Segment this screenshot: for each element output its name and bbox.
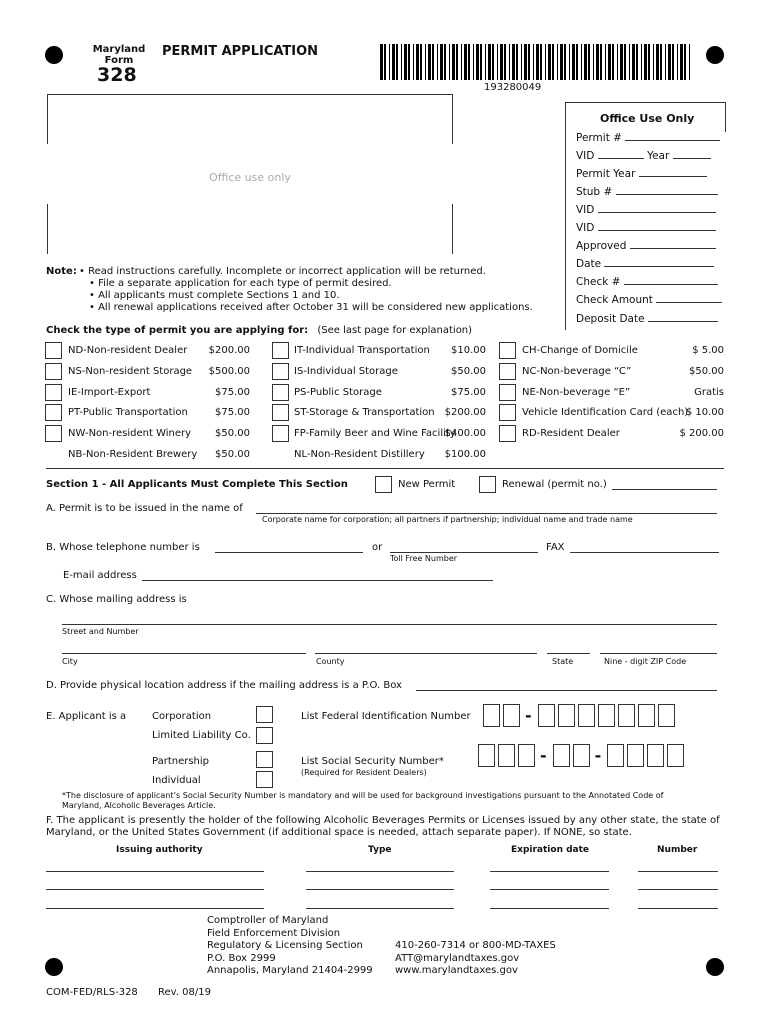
street-hint: Street and Number xyxy=(62,627,139,636)
permit-type-heading: Check the type of permit you are applying for: (See last page for explanation) xyxy=(46,325,473,336)
license-entry-field[interactable] xyxy=(490,871,609,872)
barcode-bar xyxy=(564,44,566,80)
barcode-bar xyxy=(545,44,546,80)
barcode-bar xyxy=(560,44,563,80)
barcode-bar xyxy=(512,44,515,80)
barcode-bar xyxy=(456,44,458,80)
permit-checkbox[interactable] xyxy=(272,384,289,401)
permit-name: NW-Non-resident Winery xyxy=(68,428,192,440)
license-entry-field[interactable] xyxy=(638,908,718,909)
revision: Rev. 08/19 xyxy=(158,987,211,998)
office-use-box-label: Office use only xyxy=(209,171,291,184)
barcode-bar xyxy=(521,44,522,80)
permit-checkbox[interactable] xyxy=(45,342,62,359)
barcode-bar xyxy=(425,44,426,80)
barcode-bar xyxy=(605,44,606,80)
barcode-bar xyxy=(384,44,386,80)
fax-field[interactable] xyxy=(570,552,719,553)
field-a-label: A. Permit is to be issued in the name of xyxy=(46,503,243,514)
renewal-label: Renewal (permit no.) xyxy=(502,479,607,490)
barcode-bar xyxy=(404,44,407,80)
street-field[interactable] xyxy=(62,624,717,625)
permit-fee: $75.00 xyxy=(215,407,250,419)
license-entry-field[interactable] xyxy=(306,889,454,890)
barcode-bar xyxy=(596,44,599,80)
ou-vid-2: VID xyxy=(576,203,716,216)
county-field[interactable] xyxy=(315,653,537,654)
note-label: Note xyxy=(46,266,73,277)
barcode-bar xyxy=(576,44,578,80)
fax-label: FAX xyxy=(546,542,565,553)
barcode xyxy=(380,44,692,82)
permit-fee: $50.00 xyxy=(451,365,486,377)
barcode-number: 193280049 xyxy=(484,82,542,93)
new-permit-label: New Permit xyxy=(398,479,456,490)
physical-address-field[interactable] xyxy=(416,690,717,691)
col-expiration-date: Expiration date xyxy=(511,845,590,855)
barcode-bar xyxy=(432,44,434,80)
barcode-bar xyxy=(533,44,534,80)
barcode-bar xyxy=(536,44,539,80)
ou-deposit-date: Deposit Date xyxy=(576,312,718,325)
barcode-bar xyxy=(608,44,611,80)
barcode-bar xyxy=(584,44,587,80)
barcode-bar xyxy=(600,44,602,80)
permit-checkbox[interactable] xyxy=(499,363,516,380)
barcode-bar xyxy=(392,44,395,80)
barcode-bar xyxy=(464,44,467,80)
individual-label: Individual xyxy=(152,775,201,786)
note-item: • File a separate application for each type of permit desired. xyxy=(89,278,392,289)
field-d-label: D. Provide physical location address if the mailing address is a P.O. Box xyxy=(46,680,402,691)
section1-title: Section 1 - All Applicants Must Complete This Section xyxy=(46,479,348,490)
ou-check: Check # xyxy=(576,275,718,288)
permit-name: IS-Individual Storage xyxy=(294,365,398,377)
barcode-bar xyxy=(500,44,503,80)
note-item: • Read instructions carefully. Incomplete or incorrect application will be returned. xyxy=(79,266,486,277)
ssn-field[interactable]: - - xyxy=(478,744,687,767)
permit-checkbox[interactable] xyxy=(45,363,62,380)
permit-name: PT-Public Transportation xyxy=(68,407,188,419)
barcode-bar xyxy=(449,44,450,80)
state-field[interactable] xyxy=(547,653,590,654)
ssn-disclosure: *The disclosure of applicant’s Social Security Number is mandatory and will be used for background investigations pursuant to the Annotated Code of Maryland, Alcoholic Beverages Article. xyxy=(62,791,664,810)
permit-name: NE-Non-beverage “E” xyxy=(522,386,631,398)
permit-name: RD-Resident Dealer xyxy=(522,428,620,440)
ou-date: Date xyxy=(576,257,714,270)
barcode-bar xyxy=(629,44,630,80)
permit-fee: $50.00 xyxy=(689,365,724,377)
barcode-bar xyxy=(617,44,618,80)
ou-approved: Approved xyxy=(576,239,716,252)
corporation-checkbox[interactable] xyxy=(256,706,273,723)
zip-hint: Nine - digit ZIP Code xyxy=(604,657,687,666)
permit-name: ST-Storage & Transportation xyxy=(294,407,435,419)
permit-checkbox[interactable] xyxy=(272,342,289,359)
barcode-bar xyxy=(408,44,410,80)
permit-name: NS-Non-resident Storage xyxy=(68,365,193,377)
permit-checkbox[interactable] xyxy=(499,384,516,401)
or-label: or xyxy=(372,542,383,553)
permit-checkbox[interactable] xyxy=(272,425,289,442)
barcode-bar xyxy=(677,44,678,80)
partnership-label: Partnership xyxy=(152,756,210,767)
note-item: • All renewal applications received after October 31 will be considered new applications. xyxy=(89,302,533,313)
license-entry-field[interactable] xyxy=(638,871,718,872)
email-field[interactable] xyxy=(142,580,493,581)
license-entry-field[interactable] xyxy=(638,889,718,890)
barcode-bar xyxy=(636,44,638,80)
ou-check-amount: Check Amount xyxy=(576,293,722,306)
barcode-bar xyxy=(672,44,674,80)
permit-name: ND-Non-resident Dealer xyxy=(68,345,188,356)
barcode-bar xyxy=(581,44,582,80)
permit-fee: $50.00 xyxy=(215,449,250,460)
city-hint: City xyxy=(62,657,78,666)
office-use-title: Office Use Only xyxy=(600,112,695,125)
registration-mark xyxy=(45,958,63,976)
license-entry-field[interactable] xyxy=(46,908,264,909)
ou-permit: Permit # xyxy=(576,131,720,144)
barcode-bar xyxy=(504,44,506,80)
barcode-bar xyxy=(524,44,527,80)
ssn-label: List Social Security Number* xyxy=(301,756,444,767)
license-entry-field[interactable] xyxy=(490,889,609,890)
barcode-bar xyxy=(488,44,491,80)
permit-checkbox[interactable] xyxy=(272,363,289,380)
fein-label: List Federal Identification Number xyxy=(301,711,471,722)
col-issuing-authority: Issuing authority xyxy=(116,845,203,855)
permit-fee: $500.00 xyxy=(208,365,250,377)
state-hint: State xyxy=(552,657,574,666)
partnership-checkbox[interactable] xyxy=(256,751,273,768)
permit-name-field[interactable] xyxy=(256,513,717,514)
renewal-checkbox[interactable] xyxy=(479,476,496,493)
barcode-bar xyxy=(485,44,486,80)
fein-field[interactable]: - xyxy=(483,704,678,727)
permit-name: CH-Change of Domicile xyxy=(522,345,638,356)
barcode-bar xyxy=(684,44,686,80)
barcode-bar xyxy=(401,44,402,80)
county-hint: County xyxy=(316,657,345,666)
email-label: E-mail address xyxy=(63,570,137,581)
permit-fee: $ 5.00 xyxy=(692,345,724,356)
tollfree-field[interactable] xyxy=(390,552,538,553)
permit-name: Vehicle Identification Card (each) xyxy=(522,407,689,419)
barcode-bar xyxy=(593,44,594,80)
ou-stub: Stub # xyxy=(576,185,718,198)
barcode-bar xyxy=(380,44,383,80)
permit-fee: $75.00 xyxy=(215,386,250,398)
barcode-bar xyxy=(689,44,690,80)
barcode-bar xyxy=(452,44,455,80)
barcode-bar xyxy=(653,44,654,80)
permit-name: NB-Non-Resident Brewery xyxy=(68,449,198,460)
permit-checkbox[interactable] xyxy=(45,425,62,442)
barcode-bar xyxy=(461,44,462,80)
permit-checkbox[interactable] xyxy=(499,342,516,359)
barcode-bar xyxy=(680,44,683,80)
barcode-bar xyxy=(612,44,614,80)
registration-mark xyxy=(45,46,63,64)
barcode-bar xyxy=(620,44,623,80)
permit-fee: $75.00 xyxy=(451,386,486,398)
registration-mark xyxy=(706,958,724,976)
license-entry-field[interactable] xyxy=(46,871,264,872)
permit-name: FP-Family Beer and Wine Facility xyxy=(294,428,456,440)
office-use-box xyxy=(47,94,453,254)
barcode-bar xyxy=(480,44,482,80)
permit-checkbox[interactable] xyxy=(45,404,62,421)
llc-label: Limited Liability Co. xyxy=(152,730,251,741)
ou-vid-3: VID xyxy=(576,221,716,234)
permit-checkbox[interactable] xyxy=(272,404,289,421)
barcode-bar xyxy=(468,44,470,80)
barcode-bar xyxy=(668,44,671,80)
barcode-bar xyxy=(569,44,570,80)
permit-fee: $ 10.00 xyxy=(685,407,724,419)
permit-fee: $ 200.00 xyxy=(679,428,724,440)
barcode-bar xyxy=(389,44,390,80)
barcode-bar xyxy=(624,44,626,80)
permit-name: IE-Import-Export xyxy=(68,386,151,398)
page-title: PERMIT APPLICATION xyxy=(162,44,319,59)
tollfree-hint: Toll Free Number xyxy=(390,554,458,563)
form-code: COM-FED/RLS-328 xyxy=(46,987,138,998)
barcode-bar xyxy=(444,44,446,80)
barcode-bar xyxy=(648,44,650,80)
barcode-bar xyxy=(540,44,542,80)
permit-checkbox[interactable] xyxy=(499,425,516,442)
license-entry-field[interactable] xyxy=(46,889,264,890)
note-list xyxy=(79,266,559,314)
city-field[interactable] xyxy=(62,653,306,654)
barcode-bar xyxy=(660,44,662,80)
mailing-address: Comptroller of Maryland Field Enforcement Division Regulatory & Licensing Section P.O. Box 2999 Annapolis, Maryland 21404-2999 xyxy=(207,915,373,977)
field-f-label: F. The applicant is presently the holder of the following Alcoholic Beverages Permits or Licenses issued by any other state, the state of Maryland, or the United States Government (if additional space is needed, attach separate paper). If NONE, so state. xyxy=(46,815,720,838)
barcode-bar xyxy=(440,44,443,80)
renewal-permit-no-field[interactable] xyxy=(612,489,717,490)
individual-checkbox[interactable] xyxy=(256,771,273,788)
col-type: Type xyxy=(368,845,392,855)
note-item: • All applicants must complete Sections 1 and 10. xyxy=(89,290,340,301)
permit-fee: $200.00 xyxy=(444,407,486,419)
barcode-bar xyxy=(437,44,438,80)
permit-name: PS-Public Storage xyxy=(294,386,382,398)
barcode-bar xyxy=(641,44,642,80)
ou-vid-year: VID Year xyxy=(576,149,711,162)
barcode-bar xyxy=(492,44,494,80)
col-number: Number xyxy=(657,845,698,855)
form-number: 328 xyxy=(97,64,137,86)
contact-info: 410-260-7314 or 800-MD-TAXES ATT@marylandtaxes.gov www.marylandtaxes.gov xyxy=(395,940,556,977)
barcode-bar xyxy=(548,44,551,80)
permit-name: NC-Non-beverage “C” xyxy=(522,365,632,377)
barcode-bar xyxy=(665,44,666,80)
barcode-bar xyxy=(552,44,554,80)
permit-checkbox[interactable] xyxy=(499,404,516,421)
permit-fee: $50.00 xyxy=(215,428,250,440)
new-permit-checkbox[interactable] xyxy=(375,476,392,493)
field-c-label: C. Whose mailing address is xyxy=(46,594,187,605)
barcode-bar xyxy=(572,44,575,80)
barcode-bar xyxy=(413,44,414,80)
registration-mark xyxy=(706,46,724,64)
zip-field[interactable] xyxy=(600,653,717,654)
barcode-bar xyxy=(644,44,647,80)
permit-fee: $100.00 xyxy=(444,449,486,460)
barcode-bar xyxy=(528,44,530,80)
permit-fee: $10.00 xyxy=(451,345,486,356)
permit-application-form: Maryland Form 328 PERMIT APPLICATION 193280049 Office use only Office Use Only Permit # VID Year Permit Year Stub # VID VID Approved Date Check # Check Amount Deposit Date Note: • Read instructions carefully. Incomplete or incorrect application will be returned. • File a separate application for each type of permit desired. • All applicants must complete Sections 1 and 10. • All renewal applications received after October 31 will be considered new applications. Check the type of permit you are applying for: (See last page for explanation) ND-Non-resident Dealer $200.00 NS-Non-resident Storage $500.00 IE-Import-Export $75.00 PT-Public Transportation $75.00 NW-Non-resident Winery $50.00 NB-Non-Resident Brewery $50.00 IT-Individual Transportation $10.00 IS-Individual Storage $50.00 PS-Public Storage $75.00 ST-Storage & Transportation $200.00 FP-Family Beer and Wine Facility $400.00 NL-Non-Resident Distillery $100.00 CH-Change of Domicile $ 5.00 NC-Non-beverage “C” $50.00 NE-Non-beverage “E” Gratis Vehicle Identification Card (each) $ 10.00 RD-Resident Dealer $ 200.00 Section 1 - All Applicants Must Complete This Section New Permit Renewal (permit no.) A. Permit is to be issued in the name of Corporate name for corporation; all partners if partnership; individual name and trade name B. Whose telephone number is or Toll Free Number FAX E-mail address C. Whose mailing address is Street and Number City County State Nine - digit ZIP Code D. Provide physical location address if the mailing address is a P.O. Box E. Applicant is a Corporation Limited Liability Co. Partnership Individual List Federal Identification Number - List Social Security Number* (Required for Resident Dealers) - - *The disclosure of applicant’s Social Security Number is mandatory and will be used for background investigations pursuant to the Annotated Code of Maryland, Alcoholic Beverages Article. F. The applicant is presently the holder of the following Alcoholic Beverages Permits or Licenses issued by any other state, the state of Maryland, or the United States Government (if additional space is needed, attach separate paper). If NONE, so state. Issuing authority Type Expiration date Number Comptroller of Maryland Field Enforcement Division Regulatory & Licensing Section P.O. Box 2999 Annapolis, Maryland 21404-2999 410-260-7314 or 800-MD-TAXES ATT@marylandtaxes.gov www.marylandtaxes.gov COM-FED/RLS-328 Rev. 08/19 xyxy=(0,0,770,1024)
field-b-label: B. Whose telephone number is xyxy=(46,542,200,553)
state-name: Maryland xyxy=(92,44,146,55)
form-word: Form xyxy=(104,55,134,66)
barcode-bar xyxy=(588,44,590,80)
ssn-hint: (Required for Resident Dealers) xyxy=(301,768,427,777)
corporation-label: Corporation xyxy=(152,711,212,722)
ou-permit-year: Permit Year xyxy=(576,167,707,180)
barcode-bar xyxy=(473,44,474,80)
barcode-bar xyxy=(476,44,479,80)
permit-name: NL-Non-Resident Distillery xyxy=(294,449,425,460)
barcode-bar xyxy=(420,44,422,80)
license-entry-field[interactable] xyxy=(306,908,454,909)
barcode-bar xyxy=(416,44,419,80)
field-e-label: E. Applicant is a xyxy=(46,711,127,722)
permit-checkbox[interactable] xyxy=(45,384,62,401)
telephone-field[interactable] xyxy=(215,552,363,553)
permit-fee: Gratis xyxy=(694,386,724,398)
barcode-bar xyxy=(497,44,498,80)
permit-fee: $200.00 xyxy=(208,345,250,356)
barcode-bar xyxy=(428,44,431,80)
barcode-bar xyxy=(656,44,659,80)
divider xyxy=(46,468,724,469)
permit-fee: $400.00 xyxy=(444,428,486,440)
barcode-bar xyxy=(632,44,635,80)
llc-checkbox[interactable] xyxy=(256,727,273,744)
barcode-bar xyxy=(509,44,510,80)
form-label xyxy=(88,44,150,66)
field-a-hint: Corporate name for corporation; all partners if partnership; individual name and trade name xyxy=(262,515,633,524)
barcode-bar xyxy=(516,44,518,80)
license-entry-field[interactable] xyxy=(490,908,609,909)
barcode-bar xyxy=(396,44,398,80)
permit-name: IT-Individual Transportation xyxy=(294,345,430,356)
barcode-bar xyxy=(557,44,558,80)
license-entry-field[interactable] xyxy=(306,871,454,872)
